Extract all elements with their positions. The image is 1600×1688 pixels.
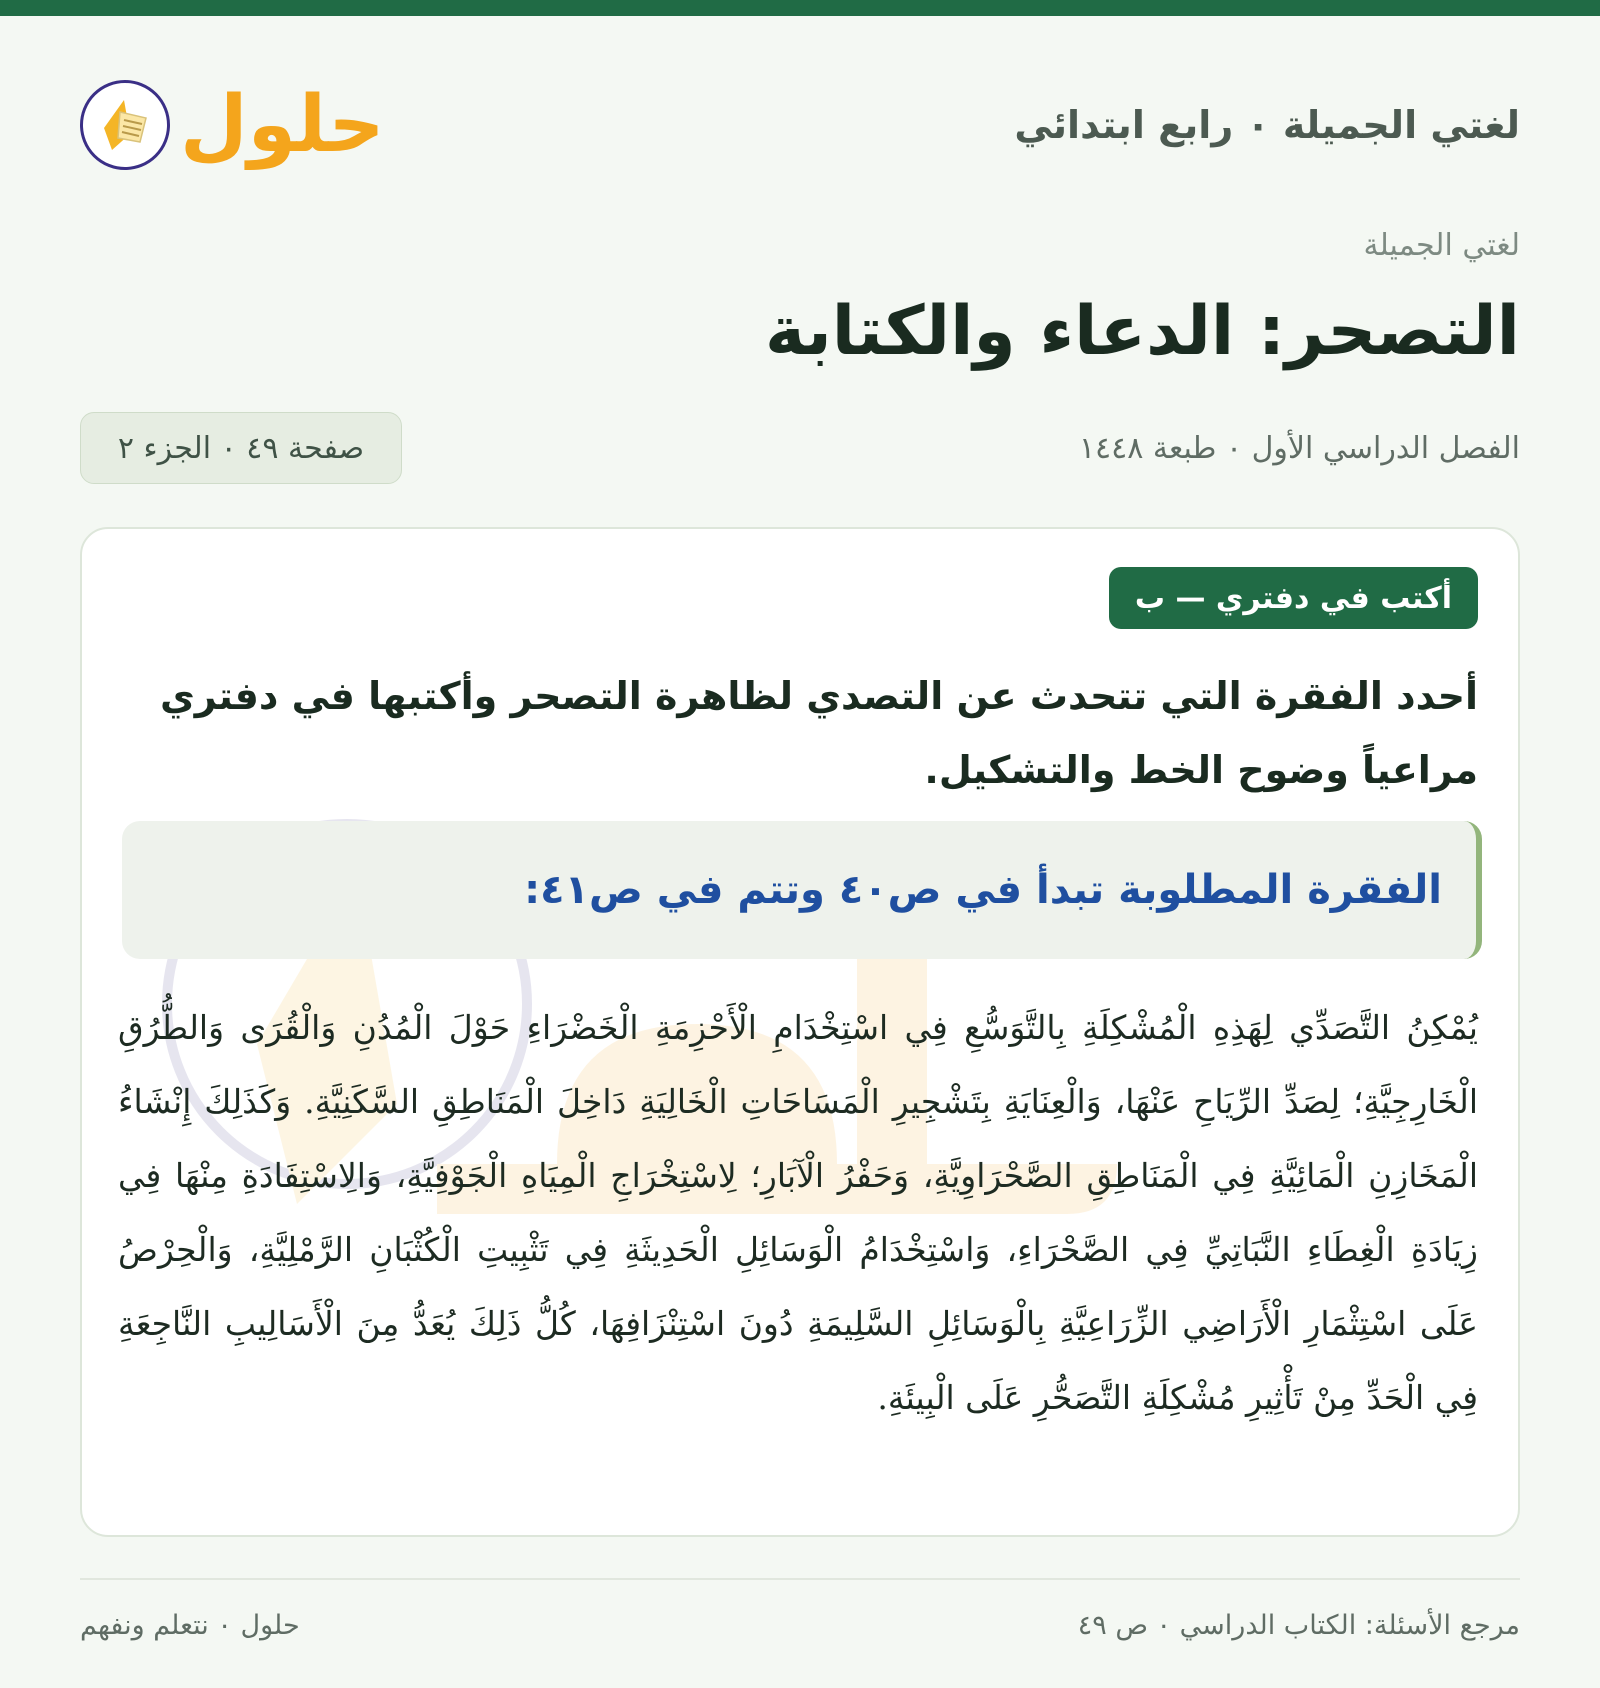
exercise-tag: أكتب في دفتري — ب bbox=[1109, 567, 1478, 629]
meta-row bbox=[80, 412, 1520, 484]
logo-text: حلول bbox=[180, 80, 385, 170]
footer-reference: مرجع الأسئلة: الكتاب الدراسي ٠ ص ٤٩ bbox=[1077, 1609, 1520, 1641]
site-logo[interactable] bbox=[80, 80, 385, 170]
footer-divider bbox=[80, 1578, 1520, 1580]
term-info: الفصل الدراسي الأول ٠ طبعة ١٤٤٨ bbox=[1078, 430, 1520, 466]
answer-note bbox=[122, 821, 1482, 959]
page-footer bbox=[80, 1605, 1520, 1645]
question-text: أحدد الفقرة التي تتحدث عن التصدي لظاهرة التصحر وأكتبها في دفتري مراعياً وضوح الخط والتشكيل. bbox=[159, 674, 1478, 792]
answer-note-text: الفقرة المطلوبة تبدأ في ص٤٠ وتتم في ص٤١: bbox=[524, 867, 1442, 913]
footer-brand: حلول ٠ نتعلم ونفهم bbox=[80, 1609, 300, 1641]
site-header bbox=[80, 70, 1520, 180]
book-pencil-icon bbox=[80, 80, 170, 170]
page-title: التصحر: الدعاء والكتابة bbox=[764, 292, 1520, 371]
exercise-card bbox=[80, 527, 1520, 1537]
top-accent-bar bbox=[0, 0, 1600, 16]
answer-passage: يُمْكِنُ التَّصَدِّي لِهَذِهِ الْمُشْكِلَةِ بِالتَّوَسُّعِ فِي اسْتِخْدَامِ الْأَحْزِمَةِ الْخَضْرَاءِ حَوْلَ الْمُدُنِ وَالْقُرَى وَالطُّرُقِ الْخَارِجِيَّةِ؛ لِصَدِّ الرِّيَاحِ عَنْهَا، وَالْعِنَايَةِ بِتَشْجِيرِ الْمَسَاحَاتِ الْخَالِيَةِ دَاخِلَ الْمَنَاطِقِ السَّكَنِيَّةِ. وَكَذَلِكَ إِنْشَاءُ الْمَخَازِنِ الْمَائِيَّةِ فِي الْمَنَاطِقِ الصَّحْرَاوِيَّةِ، وَحَفْرُ الْآبَارِ؛ لِاسْتِخْرَاجِ الْمِيَاهِ الْجَوْفِيَّةِ، وَالِاسْتِفَادَةِ مِنْهَا فِي زِيَادَةِ الْغِطَاءِ النَّبَاتِيِّ فِي الصَّحْرَاءِ، وَاسْتِخْدَامُ الْوَسَائِلِ الْحَدِيثَةِ فِي تَثْبِيتِ الْكُثْبَانِ الرَّمْلِيَّةِ، وَالْحِرْصُ عَلَى اسْتِثْمَارِ الْأَرَاضِي الزِّرَاعِيَّةِ بِالْوَسَائِلِ السَّلِيمَةِ دُونَ اسْتِنْزَافِهَا، كُلُّ ذَلِكَ يُعَدُّ مِنَ الْأَسَالِيبِ النَّاجِعَةِ فِي الْحَدِّ مِنْ تَأْثِيرِ مُشْكِلَةِ التَّصَحُّرِ عَلَى الْبِيئَةِ. bbox=[118, 1008, 1478, 1417]
subject-label: لغتي الجميلة bbox=[1363, 228, 1520, 263]
page-badge: صفحة ٤٩ ٠ الجزء ٢ bbox=[80, 412, 402, 484]
header-title: لغتي الجميلة ٠ رابع ابتدائي bbox=[1014, 103, 1520, 147]
